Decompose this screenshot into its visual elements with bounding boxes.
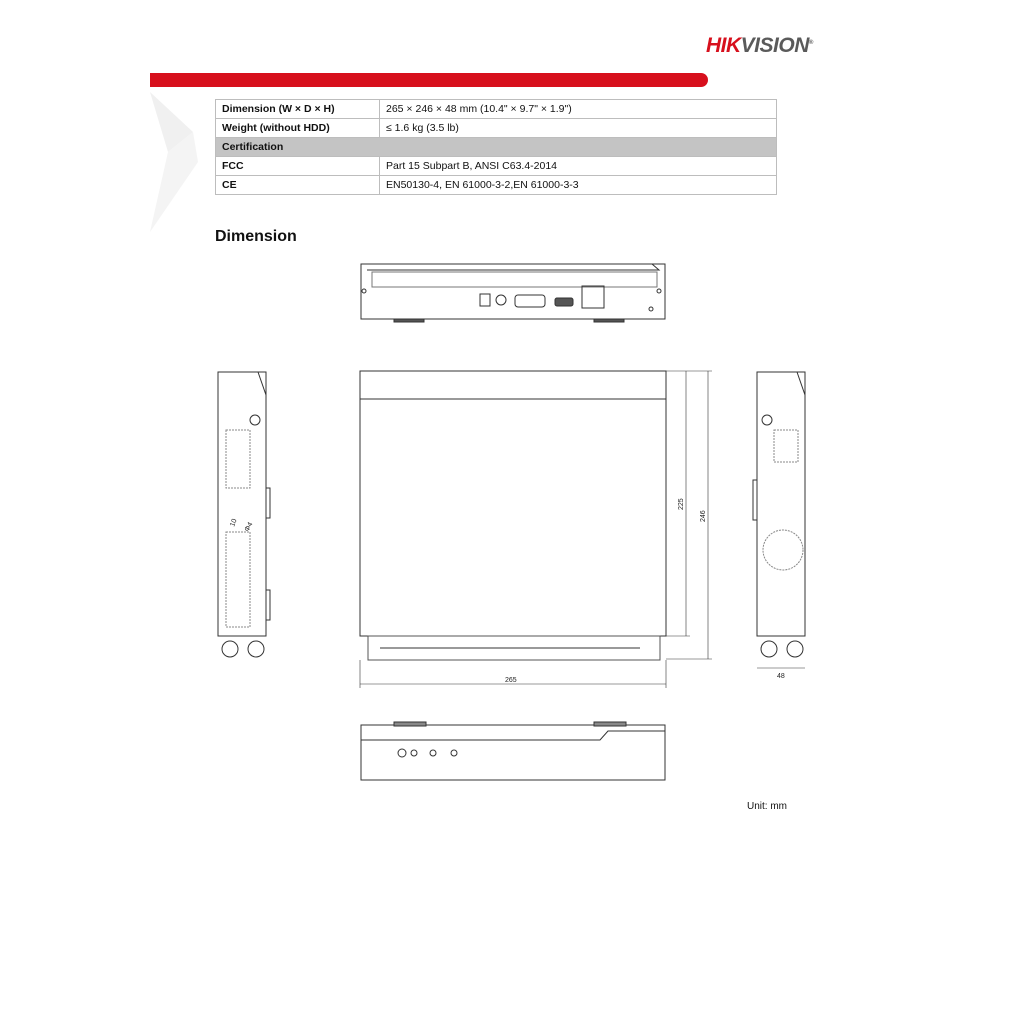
spec-key: Dimension (W × D × H) xyxy=(216,100,380,119)
left-side-view xyxy=(218,372,270,657)
spec-key: Weight (without HDD) xyxy=(216,119,380,138)
unit-label: Unit: mm xyxy=(747,801,787,812)
spec-value: 265 × 246 × 48 mm (10.4" × 9.7" × 1.9") xyxy=(380,100,777,119)
depth-label: 246 xyxy=(700,510,707,522)
spec-key: FCC xyxy=(216,157,380,176)
hikvision-logo: HIKVISION® xyxy=(706,34,813,57)
height-label: 48 xyxy=(777,673,785,680)
spec-key: CE xyxy=(216,176,380,195)
width-label: 265 xyxy=(505,677,517,684)
side-label-b: Φ4 xyxy=(243,521,255,533)
front-view xyxy=(361,722,665,780)
section-heading: Dimension xyxy=(215,228,297,245)
side-label-a: 10 xyxy=(229,517,239,528)
spec-value: ≤ 1.6 kg (3.5 lb) xyxy=(380,119,777,138)
spec-value: Part 15 Subpart B, ANSI C63.4-2014 xyxy=(380,157,777,176)
top-view xyxy=(360,371,712,688)
spec-value: EN50130-4, EN 61000-3-2,EN 61000-3-3 xyxy=(380,176,777,195)
inner-depth-label: 225 xyxy=(678,498,685,510)
rear-view xyxy=(361,264,665,322)
section-title: Certification xyxy=(216,138,777,157)
right-side-view xyxy=(753,372,805,668)
